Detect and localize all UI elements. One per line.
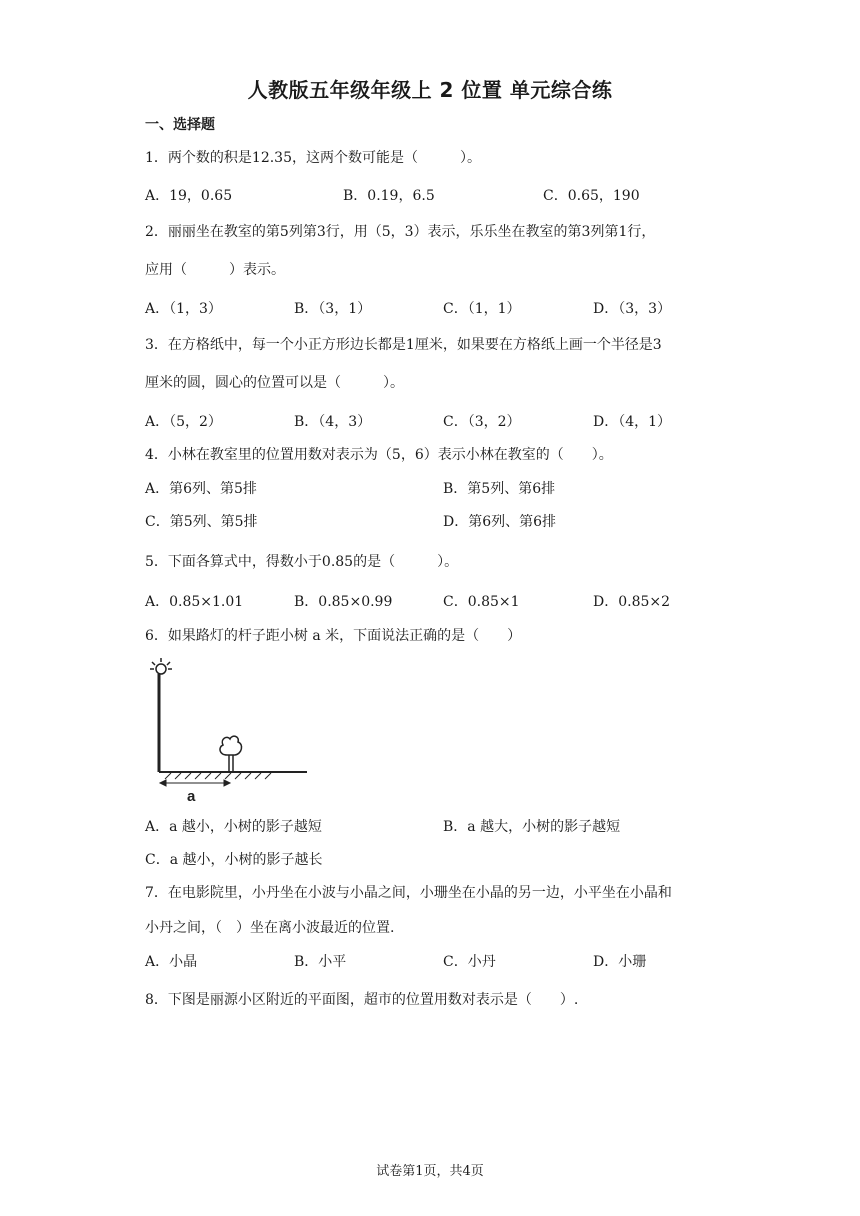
- streetlight-tree-figure: [145, 655, 315, 805]
- q4-option-a[interactable]: A．第6列、第5排: [145, 481, 257, 497]
- question-7-stem-line-1: 7．在电影院里，小丹坐在小波与小晶之间，小珊坐在小晶的另一边，小平坐在小晶和: [145, 885, 672, 901]
- question-3-stem-line-2: 厘米的圆，圆心的位置可以是（ ）。: [145, 375, 404, 391]
- q6-option-b[interactable]: B．a 越大，小树的影子越短: [443, 819, 621, 835]
- question-3-stem-line-1: 3．在方格纸中，每一个小正方形边长都是1厘米，如果要在方格纸上画一个半径是3: [145, 337, 662, 353]
- question-7-stem-line-2: 小丹之间，（ ）坐在离小波最近的位置.: [145, 920, 395, 936]
- question-2-stem-line-2: 应用（ ）表示。: [145, 262, 285, 278]
- q5-option-a[interactable]: A．0.85×1.01: [145, 594, 244, 610]
- question-2-stem-line-1: 2．丽丽坐在教室的第5列第3行，用（5，3）表示，乐乐坐在教室的第3列第1行，: [145, 224, 656, 240]
- q3-option-a[interactable]: A．（5，2）: [145, 414, 222, 430]
- q7-option-b[interactable]: B．小平: [294, 954, 347, 970]
- page-footer: 试卷第1页，共4页: [376, 1164, 484, 1179]
- question-1-stem: 1．两个数的积是12.35，这两个数可能是（ ）。: [145, 150, 481, 166]
- q6-option-a[interactable]: A．a 越小，小树的影子越短: [145, 819, 322, 835]
- q5-option-c[interactable]: C．0.85×1: [443, 594, 520, 610]
- q3-option-d[interactable]: D．（4，1）: [593, 414, 672, 430]
- q7-option-c[interactable]: C．小丹: [443, 954, 496, 970]
- q4-option-b[interactable]: B．第5列、第6排: [443, 481, 556, 497]
- page-title: 人教版五年级年级上 2 位置 单元综合练: [247, 78, 613, 102]
- q2-option-b[interactable]: B．（3，1）: [294, 301, 372, 317]
- q6-option-c[interactable]: C．a 越小，小树的影子越长: [145, 852, 323, 868]
- q7-option-d[interactable]: D．小珊: [593, 954, 647, 970]
- q3-option-b[interactable]: B．（4，3）: [294, 414, 372, 430]
- q1-option-b[interactable]: B．0.19，6.5: [343, 188, 435, 204]
- section-heading: 一、选择题: [145, 117, 215, 133]
- q2-option-a[interactable]: A．（1，3）: [145, 301, 222, 317]
- ground-hatching: [165, 773, 271, 779]
- tree-icon: [220, 736, 242, 772]
- question-5-stem: 5．下面各算式中，得数小于0.85的是（ ）。: [145, 554, 459, 570]
- q3-option-c[interactable]: C．（3，2）: [443, 414, 521, 430]
- q1-option-a[interactable]: A．19，0.65: [145, 188, 233, 204]
- lamp-icon: [150, 658, 172, 674]
- distance-label: a: [187, 788, 196, 805]
- question-6-stem: 6．如果路灯的杆子距小树 a 米，下面说法正确的是（ ）: [145, 628, 522, 644]
- q1-option-c[interactable]: C．0.65，190: [543, 188, 640, 204]
- distance-arrow: [160, 780, 230, 786]
- q5-option-d[interactable]: D．0.85×2: [593, 594, 671, 610]
- q2-option-d[interactable]: D．（3，3）: [593, 301, 672, 317]
- q5-option-b[interactable]: B．0.85×0.99: [294, 594, 393, 610]
- q4-option-c[interactable]: C．第5列、第5排: [145, 514, 258, 530]
- q2-option-c[interactable]: C．（1，1）: [443, 301, 521, 317]
- q7-option-a[interactable]: A．小晶: [145, 954, 198, 970]
- q4-option-d[interactable]: D．第6列、第6排: [443, 514, 557, 530]
- question-4-stem: 4．小林在教室里的位置用数对表示为（5，6）表示小林在教室的（ ）。: [145, 447, 613, 463]
- question-8-stem: 8．下图是丽源小区附近的平面图，超市的位置用数对表示是（ ）.: [145, 992, 579, 1008]
